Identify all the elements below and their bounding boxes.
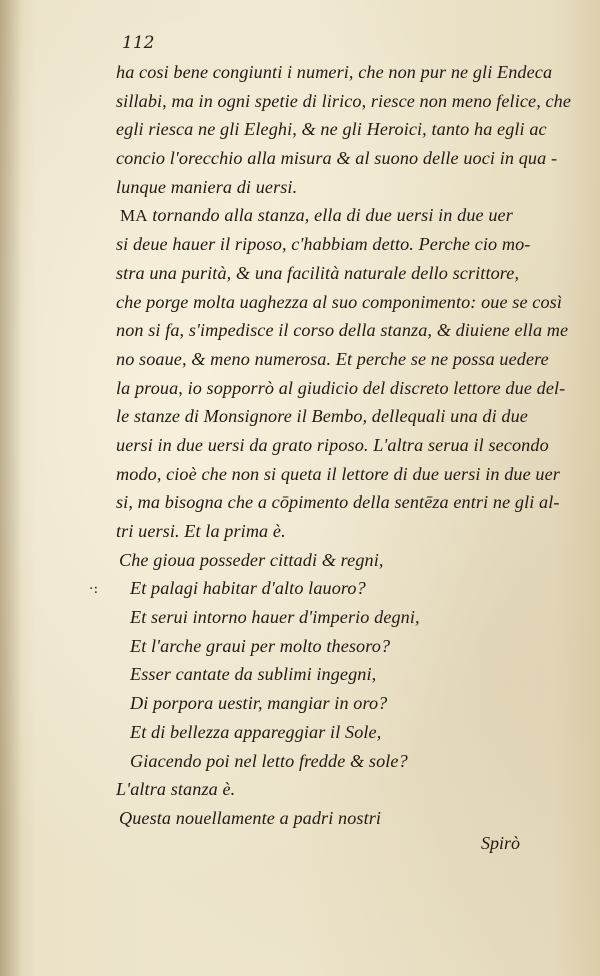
page-gutter-shadow xyxy=(0,0,22,976)
text-line-rest: tornando alla stanza, ella di due uersi in due uer xyxy=(147,205,513,226)
verse-line: Questa nouellamente a padri nostri xyxy=(119,807,382,828)
verse-line: Et l'arche graui per molto thesoro? xyxy=(130,635,391,656)
text-line: lunque maniera di uersi. xyxy=(116,176,298,197)
verse-marker: ·: xyxy=(89,581,99,597)
text-line: la proua, io sopporrò al giudicio del discreto lettore due del- xyxy=(116,377,566,398)
verse-line: Esser cantate da sublimi ingegni, xyxy=(130,664,377,685)
page-number: 112 xyxy=(122,33,155,53)
catchword: Spirò xyxy=(481,833,521,853)
text-line: no soaue, & meno numerosa. Et perche se ne possa uedere xyxy=(116,348,549,369)
text-line: modo, cioè che non si queta il lettore di due uersi in due uer xyxy=(116,463,560,484)
page-body-text xyxy=(116,58,576,833)
verse-line: Et serui intorno hauer d'imperio degni, xyxy=(130,607,420,628)
text-line: si deue hauer il riposo, c'habbiam detto. Perche cio mo- xyxy=(116,234,531,255)
text-line: le stanze di Monsignore il Bembo, dellequali una di due xyxy=(116,406,528,427)
verse-line: Di porpora uestir, mangiar in oro? xyxy=(130,693,388,714)
text-line: uersi in due uersi da grato riposo. L'altra serua il secondo xyxy=(116,434,549,455)
verse-line: Che gioua posseder cittadi & regni, xyxy=(119,549,384,570)
verse-line: Et di bellezza appareggiar il Sole, xyxy=(130,721,382,742)
text-line: egli riesca ne gli Eleghi, & ne gli Heroici, tanto ha egli ac xyxy=(116,119,547,140)
text-line: che porge molta uaghezza al suo componimento: oue se così xyxy=(116,291,562,312)
text-line: ha cosi bene congiunti i numeri, che non pur ne gli Endeca xyxy=(116,62,553,82)
text-line: tri uersi. Et la prima è. xyxy=(116,521,286,541)
text-line: concio l'orecchio alla misura & al suono delle uoci in qua - xyxy=(116,148,558,169)
text-line: non si fa, s'impedisce il corso della stanza, & diuiene ella me xyxy=(116,320,569,341)
text-line: L'altra stanza è. xyxy=(116,779,236,800)
paragraph-initial: MA xyxy=(120,206,148,226)
verse-line: Et palagi habitar d'alto lauoro? xyxy=(130,578,366,599)
text-line: si, ma bisogna che a cōpimento della sentēza entri ne gli al- xyxy=(116,492,560,513)
text-line: stra una purità, & una facilità naturale dello scrittore, xyxy=(116,262,520,283)
verse-line: Giacendo poi nel letto fredde & sole? xyxy=(130,750,408,771)
text-line: sillabi, ma in ogni spetie di lirico, riesce non meno felice, che xyxy=(116,90,572,111)
paragraph-start-line xyxy=(116,201,576,230)
